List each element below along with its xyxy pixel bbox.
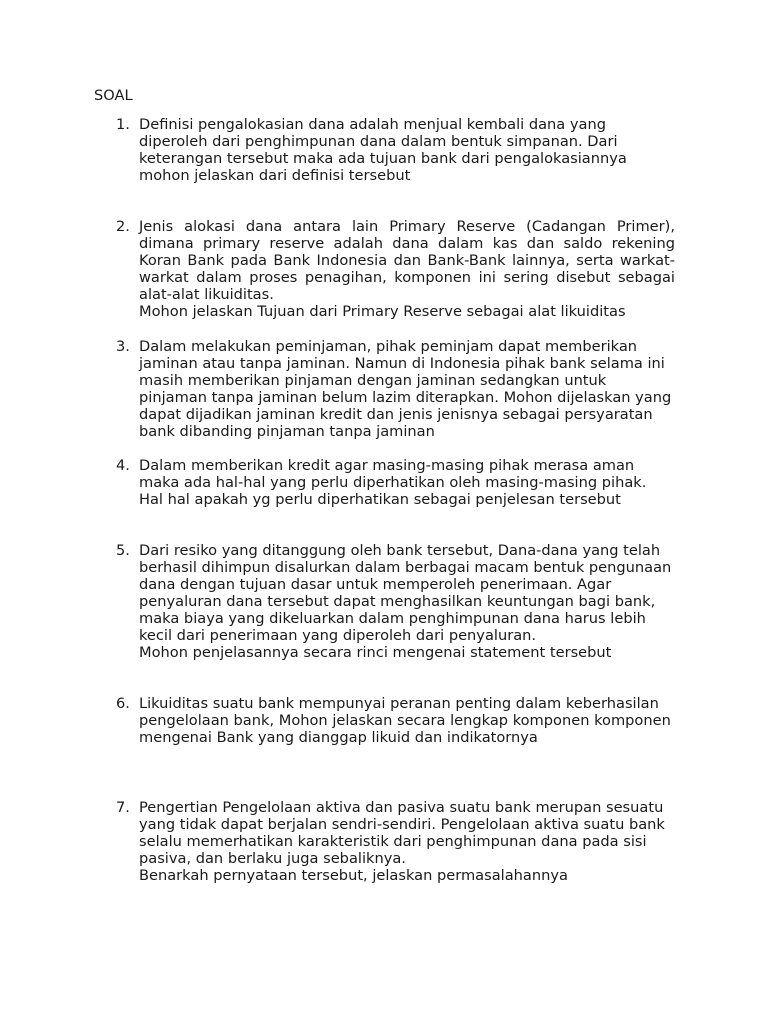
question-number: 2. bbox=[116, 218, 130, 235]
question-paragraph: Dari resiko yang ditanggung oleh bank tersebut, Dana-dana yang telah berhasil dihimpun disalurkan dalam berbagai macam bentuk pengunaan dana dengan tujuan dasar untuk memperoleh penerimaan. Agar penyaluran dana tersebut dapat menghasilkan keuntungan bagi bank, maka biaya yang dikeluarkan dalam penghimpunan dana harus lebih kecil dari penerimaan yang diperoleh dari penyaluran. bbox=[139, 542, 672, 644]
question-text bbox=[139, 116, 675, 184]
question-text bbox=[139, 218, 675, 320]
question-number: 4. bbox=[116, 457, 130, 474]
question-number: 6. bbox=[116, 695, 130, 712]
question-paragraph: Dalam memberikan kredit agar masing-masing pihak merasa aman maka ada hal-hal yang perlu diperhatikan oleh masing-masing pihak. bbox=[139, 457, 647, 491]
question-paragraph: Definisi pengalokasian dana adalah menjual kembali dana yang diperoleh dari penghimpunan dana dalam bentuk simpanan. Dari keterangan tersebut maka ada tujuan bank dari pengalokasiannya mohon jelaskan dari definisi tersebut bbox=[139, 116, 627, 184]
question-paragraph: Dalam melakukan peminjaman, pihak peminjam dapat memberikan jaminan atau tanpa jaminan. Namun di Indonesia pihak bank selama ini masih memberikan pinjaman dengan jaminan sedangkan untuk pinjaman tanpa jaminan belum lazim diterapkan. Mohon dijelaskan yang dapat dijadikan jaminan kredit dan jenis jenisnya sebagai persyaratan bank dibanding pinjaman tanpa jaminan bbox=[139, 338, 672, 440]
question-paragraph: Likuiditas suatu bank mempunyai peranan penting dalam keberhasilan pengelolaan bank, Mohon jelaskan secara lengkap komponen komponen mengenai Bank yang dianggap likuid dan indikatornya bbox=[139, 695, 671, 746]
question-paragraph: Mohon penjelasannya secara rinci mengenai statement tersebut bbox=[139, 644, 612, 661]
question-number: 7. bbox=[116, 799, 130, 816]
question-paragraph: Hal hal apakah yg perlu diperhatikan sebagai penjelesan tersebut bbox=[139, 491, 621, 508]
question-number: 5. bbox=[116, 542, 130, 559]
question-paragraph: Mohon jelaskan Tujuan dari Primary Reserve sebagai alat likuiditas bbox=[139, 303, 626, 320]
document-heading: SOAL bbox=[94, 87, 133, 104]
question-paragraph: Jenis alokasi dana antara lain Primary Reserve (Cadangan Primer), dimana primary reserve adalah dana dalam kas dan saldo rekening Koran Bank pada Bank Indonesia dan Bank-Bank lainnya, serta warkat-warkat dalam proses penagihan, komponen ini sering disebut sebagai alat-alat likuiditas. bbox=[139, 218, 675, 303]
question-text bbox=[139, 457, 675, 508]
question-paragraph: Pengertian Pengelolaan aktiva dan pasiva suatu bank merupan sesuatu yang tidak dapat berjalan sendri-sendiri. Pengelolaan aktiva suatu bank selalu memerhatikan karakteristik dari penghimpunan dana pada sisi pasiva, dan berlaku juga sebaliknya. bbox=[139, 799, 665, 867]
question-text bbox=[139, 338, 675, 440]
question-paragraph: Benarkah pernyataan tersebut, jelaskan permasalahannya bbox=[139, 867, 568, 884]
question-text bbox=[139, 799, 675, 884]
question-number: 3. bbox=[116, 338, 130, 355]
question-text bbox=[139, 542, 675, 661]
question-text bbox=[139, 695, 675, 746]
question-number: 1. bbox=[116, 116, 130, 133]
